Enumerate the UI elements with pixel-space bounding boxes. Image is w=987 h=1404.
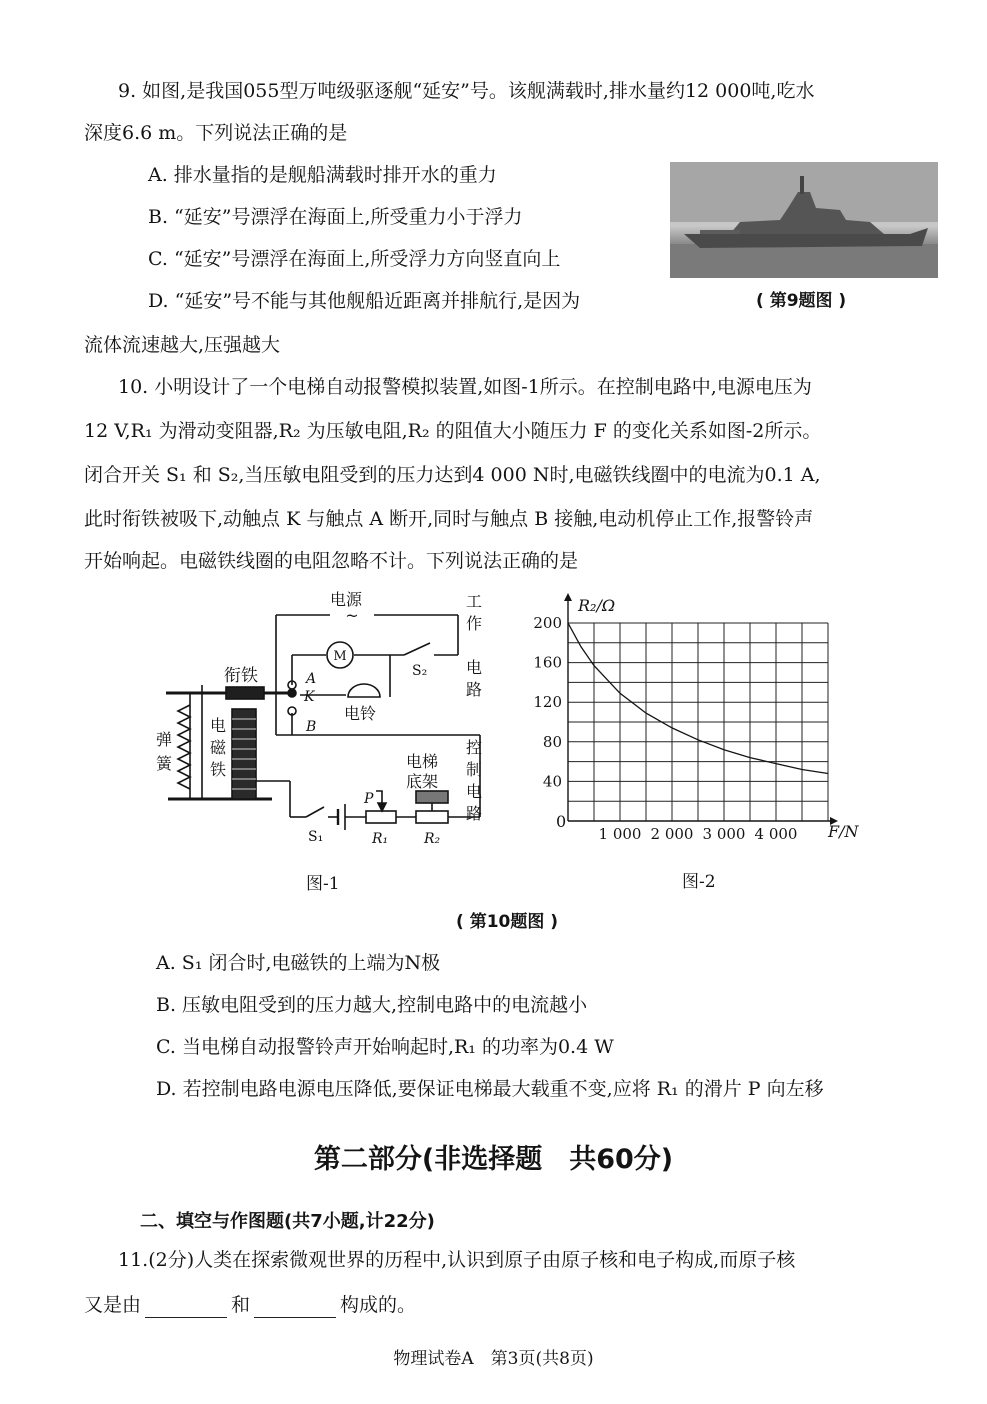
chart-y-tick-label: 80 <box>542 732 562 751</box>
q11-line2-post: 构成的。 <box>340 1294 417 1316</box>
q9-option-c: C. “延安”号漂浮在海面上,所受浮力方向竖直向上 <box>148 248 561 270</box>
part2-subtitle: 二、填空与作图题(共7小题,计22分) <box>140 1211 435 1232</box>
chart-y-tick-label: 120 <box>533 693 562 712</box>
answer-blank-2[interactable] <box>254 1297 336 1318</box>
chart-x-tick-label: 3 000 <box>702 825 746 843</box>
q10-option-d: D. 若控制电路电源电压降低,要保证电梯最大载重不变,应将 R₁ 的滑片 P 向左移 <box>156 1078 824 1100</box>
label-contact-a: A <box>306 671 317 687</box>
chart-y-axis-arrow <box>564 593 572 601</box>
q10-option-a: A. S₁ 闭合时,电磁铁的上端为N极 <box>156 952 441 974</box>
label-contact-b: B <box>306 719 317 735</box>
q11-line1: 11.(2分)人类在探索微观世界的历程中,认识到原子由原子核和电子构成,而原子核 <box>118 1249 796 1271</box>
label-switch-s2: S₂ <box>412 663 428 679</box>
chart-y-tick-label: 200 <box>533 614 562 632</box>
q10-stem-line: 此时衔铁被吸下,动触点 K 与触点 A 断开,同时与触点 B 接触,电动机停止工作,报警铃声 <box>84 508 814 530</box>
q11-line2 <box>84 1292 416 1318</box>
chart-y-tick-label: 40 <box>542 772 562 791</box>
label-control-circuit: 路 <box>466 804 483 823</box>
label-armature: 衔铁 <box>224 666 258 686</box>
label-work-circuit: 电 <box>466 658 483 677</box>
figure-1-label: 图-1 <box>306 874 340 894</box>
label-ac-symbol: ~ <box>345 606 359 625</box>
chart-x-tick-label: 1 000 <box>598 825 642 843</box>
label-contact-k: K <box>304 689 315 705</box>
label-spring: 弹 <box>156 730 173 749</box>
q10-stem-line: 10. 小明设计了一个电梯自动报警模拟装置,如图-1所示。在控制电路中,电源电压为 <box>118 376 812 398</box>
chart-y-axis-label: R₂/Ω <box>578 596 616 615</box>
q11-line2-pre: 又是由 <box>84 1294 142 1316</box>
q10-figure-caption: ( 第10题图 ) <box>456 912 559 932</box>
circuit-diagram <box>150 585 510 855</box>
part2-title: 第二部分(非选择题 共60分) <box>313 1144 674 1175</box>
label-spring: 簧 <box>156 754 173 773</box>
page-footer: 物理试卷A 第3页(共8页) <box>393 1349 594 1369</box>
q9-stem-line2: 深度6.6 m。下列说法正确的是 <box>84 122 348 144</box>
q9-stem-line1: 9. 如图,是我国055型万吨级驱逐舰“延安”号。该舰满载时,排水量约12 000吨,吃水 <box>118 80 815 102</box>
label-electromagnet: 铁 <box>210 760 227 779</box>
destroyer-photo <box>670 162 938 278</box>
q10-option-b: B. 压敏电阻受到的压力越大,控制电路中的电流越小 <box>156 994 588 1016</box>
label-elevator-base: 电梯 <box>406 752 439 771</box>
q9-option-a: A. 排水量指的是舰船满载时排开水的重力 <box>148 164 497 186</box>
label-control-circuit: 制 <box>466 760 483 779</box>
label-work-circuit: 工 <box>466 592 483 611</box>
q10-stem-line: 开始响起。电磁铁线圈的电阻忽略不计。下列说法正确的是 <box>84 550 579 572</box>
label-bell: 电铃 <box>344 704 377 723</box>
q9-option-d-line2: 流体流速越大,压强越大 <box>84 334 281 356</box>
label-electromagnet: 电 <box>210 716 227 735</box>
label-r2: R₂ <box>424 831 441 847</box>
answer-blank-1[interactable] <box>145 1297 227 1318</box>
resistance-force-chart <box>520 585 860 845</box>
q9-option-b: B. “延安”号漂浮在海面上,所受重力小于浮力 <box>148 206 523 228</box>
label-elevator-base: 底架 <box>406 772 439 791</box>
chart-y-tick-label: 160 <box>533 653 562 672</box>
chart-x-tick-label: 4 000 <box>754 825 798 843</box>
chart-x-tick-label: 2 000 <box>650 825 694 843</box>
q9-option-d-line1: D. “延安”号不能与其他舰船近距离并排航行,是因为 <box>148 290 581 312</box>
label-switch-s1: S₁ <box>308 829 324 845</box>
q11-line2-mid: 和 <box>231 1294 251 1316</box>
label-work-circuit: 作 <box>466 614 483 633</box>
chart-origin-label: 0 <box>556 812 567 831</box>
chart-x-axis-label: F/N <box>828 822 859 841</box>
q10-stem-line: 闭合开关 S₁ 和 S₂,当压敏电阻受到的压力达到4 000 N时,电磁铁线圈中的电流为0.1 A, <box>84 464 821 486</box>
label-control-circuit: 电 <box>466 782 483 801</box>
label-slider-p: P <box>364 791 374 807</box>
q10-stem-line: 12 V,R₁ 为滑动变阻器,R₂ 为压敏电阻,R₂ 的阻值大小随压力 F 的变化关系如图-2所示。 <box>84 420 822 442</box>
label-work-circuit: 路 <box>466 680 483 699</box>
figure-2-label: 图-2 <box>682 872 716 892</box>
label-control-circuit: 控 <box>466 738 483 757</box>
q10-option-c: C. 当电梯自动报警铃声开始响起时,R₁ 的功率为0.4 W <box>156 1036 614 1058</box>
motor-symbol: M <box>333 649 347 664</box>
q9-figure-caption: ( 第9题图 ) <box>756 291 847 311</box>
label-electromagnet: 磁 <box>210 738 227 757</box>
label-r1: R₁ <box>372 831 389 847</box>
label-power-source: 电源 <box>329 590 363 609</box>
